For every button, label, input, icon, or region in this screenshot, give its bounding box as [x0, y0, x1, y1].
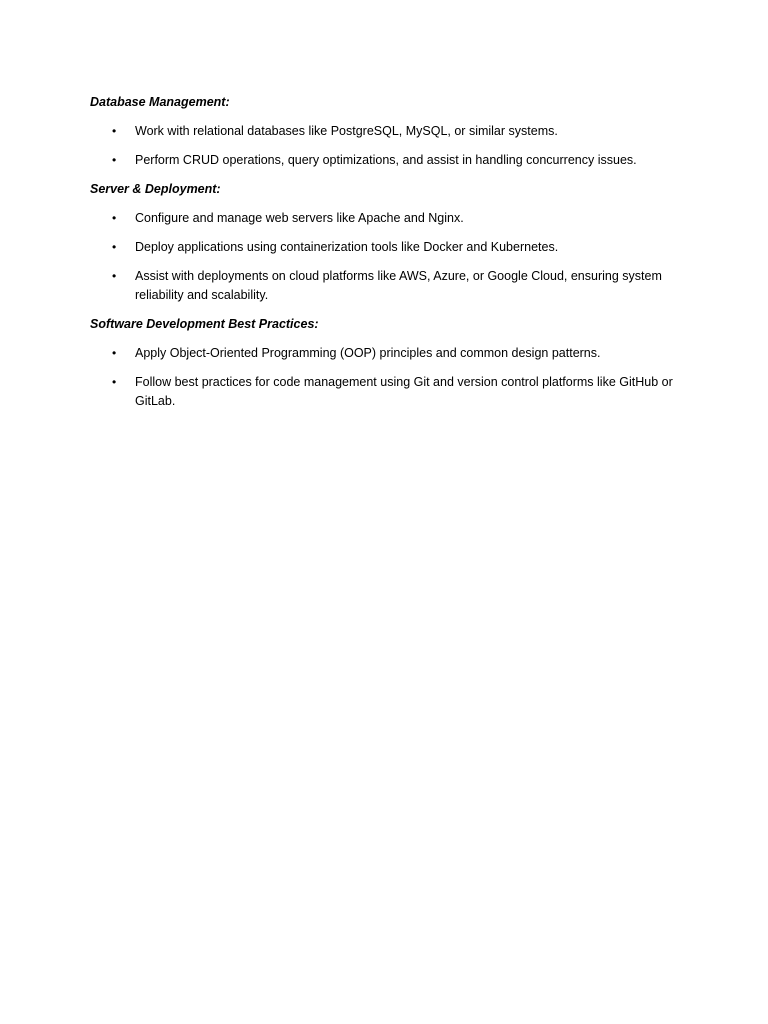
list-item — [90, 209, 680, 228]
bullet-list — [90, 122, 680, 170]
list-item — [90, 238, 680, 257]
bullet-list — [90, 209, 680, 305]
bullet-icon: • — [112, 124, 117, 138]
list-item-text: Assist with deployments on cloud platforms like AWS, Azure, or Google Cloud, ensuring system reliability and scalability. — [135, 269, 662, 302]
bullet-icon: • — [112, 346, 117, 360]
document-page — [90, 93, 680, 421]
section-database-management — [90, 93, 680, 170]
section-software-best-practices — [90, 315, 680, 411]
list-item-text: Apply Object-Oriented Programming (OOP) principles and common design patterns. — [135, 346, 601, 360]
list-item-text: Perform CRUD operations, query optimizations, and assist in handling concurrency issues. — [135, 153, 637, 167]
list-item-text: Deploy applications using containerization tools like Docker and Kubernetes. — [135, 240, 559, 254]
list-item — [90, 373, 680, 411]
list-item-text: Configure and manage web servers like Apache and Nginx. — [135, 211, 464, 225]
bullet-icon: • — [112, 269, 117, 283]
list-item-text: Work with relational databases like PostgreSQL, MySQL, or similar systems. — [135, 124, 558, 138]
bullet-icon: • — [112, 240, 117, 254]
list-item — [90, 344, 680, 363]
bullet-icon: • — [112, 211, 117, 225]
section-heading: Database Management: — [90, 95, 230, 109]
bullet-icon: • — [112, 375, 117, 389]
list-item — [90, 267, 680, 305]
section-server-deployment — [90, 180, 680, 305]
bullet-list — [90, 344, 680, 411]
list-item — [90, 122, 680, 141]
bullet-icon: • — [112, 153, 117, 167]
section-heading: Server & Deployment: — [90, 182, 221, 196]
section-heading: Software Development Best Practices: — [90, 317, 319, 331]
list-item — [90, 151, 680, 170]
list-item-text: Follow best practices for code management using Git and version control platforms like GitHub or GitLab. — [135, 375, 673, 408]
